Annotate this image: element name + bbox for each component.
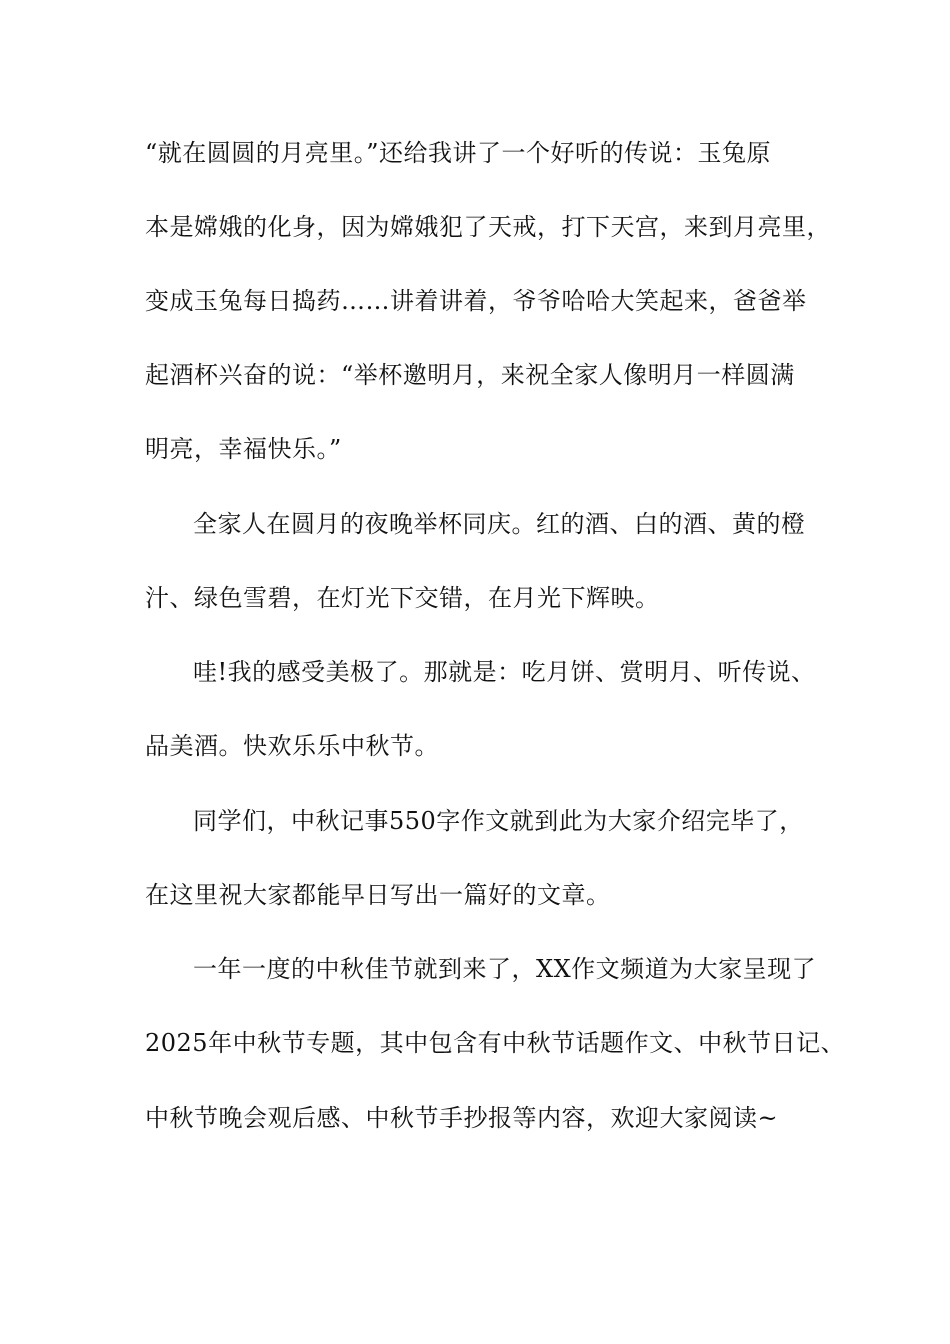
text-line: 本是嫦娥的化身，因为嫦娥犯了天戒，打下天宫，来到月亮里， xyxy=(145,213,831,241)
text-line: 2025年中秋节专题，其中包含有中秋节话题作文、中秋节日记、 xyxy=(145,1029,846,1057)
text-line: 在这里祝大家都能早日写出一篇好的文章。 xyxy=(145,881,611,909)
paragraph-first-line: 全家人在圆月的夜晚举杯同庆。红的酒、白的酒、黄的橙 xyxy=(193,510,806,538)
paragraph-first-line: 哇!我的感受美极了。那就是：吃月饼、赏明月、听传说、 xyxy=(193,658,816,686)
paragraph-first-line: 一年一度的中秋佳节就到来了，XX作文频道为大家呈现了 xyxy=(193,955,817,983)
text-line: 中秋节晚会观后感、中秋节手抄报等内容，欢迎大家阅读~ xyxy=(145,1104,779,1132)
paragraph-first-line: 同学们，中秋记事550字作文就到此为大家介绍完毕了， xyxy=(193,807,804,835)
text-line: 起酒杯兴奋的说：“举杯邀明月，来祝全家人像明月一样圆满 xyxy=(145,361,795,389)
text-line: 品美酒。快欢乐乐中秋节。 xyxy=(145,732,439,760)
text-line: “就在圆圆的月亮里。”还给我讲了一个好听的传说：玉兔原 xyxy=(145,139,772,167)
text-line: 汁、绿色雪碧，在灯光下交错，在月光下辉映。 xyxy=(145,584,660,612)
text-line: 明亮，幸福快乐。” xyxy=(145,435,342,463)
text-line: 变成玉兔每日捣药……讲着讲着，爷爷哈哈大笑起来，爸爸举 xyxy=(145,287,807,315)
